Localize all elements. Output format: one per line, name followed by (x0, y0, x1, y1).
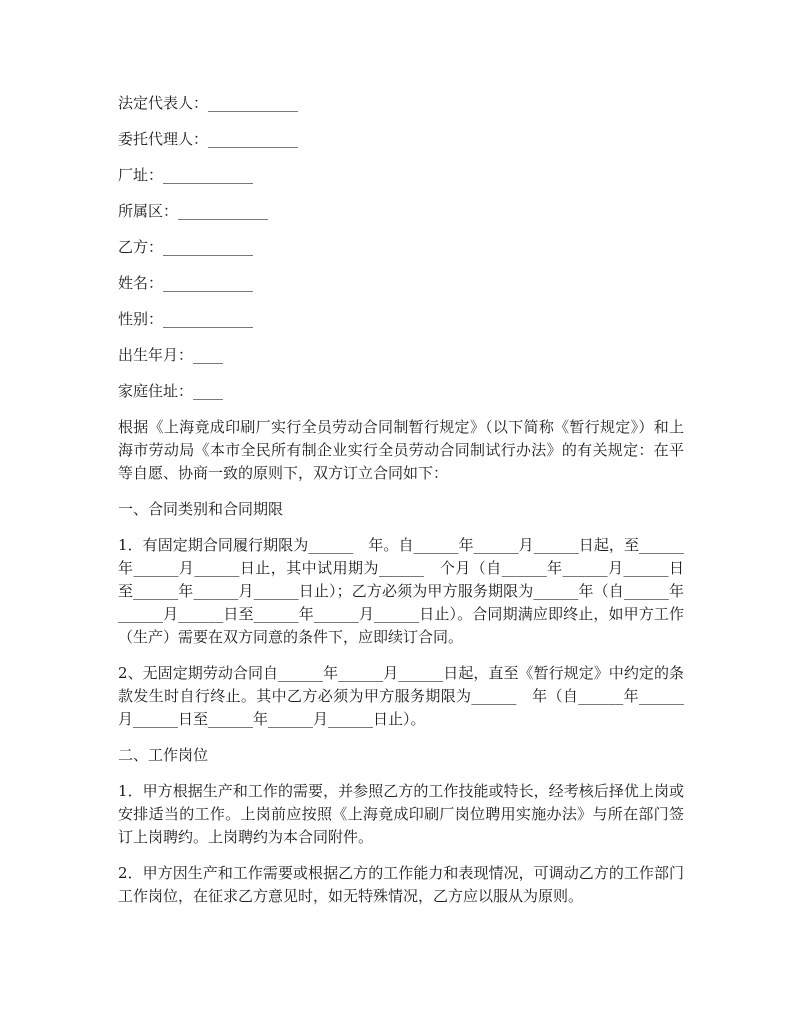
field-party-b: 乙方：____________ (118, 238, 254, 256)
field-birth-date: 出生年月：____ (118, 346, 224, 364)
field-legal-representative: 法定代表人：____________ (118, 94, 299, 112)
section-2-paragraph-1: 1．甲方根据生产和工作的需要，并参照乙方的工作技能或特长，经考核后择优上岗或安排适当的工作。上岗前应按照《上海竟成印刷厂岗位聘用实施办法》与所在部门签订上岗聘约。上岗聘约为本合同附件。 (118, 782, 684, 846)
section-1-title: 一、合同类别和合同期限 (118, 500, 284, 518)
section-2-title: 二、工作岗位 (118, 746, 209, 764)
field-name: 姓名：____________ (118, 274, 254, 292)
section-2-paragraph-2: 2．甲方因生产和工作需要或根据乙方的工作能力和表现情况，可调动乙方的工作部门工作岗位，在征求乙方意见时，如无特殊情况，乙方应以服从为原则。 (118, 864, 684, 905)
field-authorized-agent: 委托代理人：____________ (118, 130, 299, 148)
contract-page (118, 92, 684, 921)
section-1-paragraph-2: 2、无固定期劳动合同自______年______月______日起，直至《暂行规定》中约定的条款发生时自行终止。其中乙方必须为甲方服务期限为______ 年（自______年______月______日至______年______月______日止）。 (118, 664, 684, 728)
field-factory-address: 厂址：____________ (118, 166, 254, 184)
section-1-paragraph-1: 1．有固定期合同履行期限为______ 年。自______年______月______日起，至______年______月______日止，其中试用期为______ 个月（自______年______月______日至______年______月______日止）；乙方必须为甲方服务期限为______年（自______年______月______日至______年______月______日止）。合同期满应即终止，如甲方工作（生产）需要在双方同意的条件下，应即续订合同。 (118, 536, 684, 646)
intro-paragraph: 根据《上海竟成印刷厂实行全员劳动合同制暂行规定》（以下简称《暂行规定》）和上海市劳动局《本市全民所有制企业实行全员劳动合同制试行办法》的有关规定：在平等自愿、协商一致的原则下，双方订立合同如下： (118, 418, 684, 482)
field-home-address: 家庭住址：____ (118, 382, 224, 400)
field-gender: 性别：____________ (118, 310, 254, 328)
field-district: 所属区：____________ (118, 202, 269, 220)
